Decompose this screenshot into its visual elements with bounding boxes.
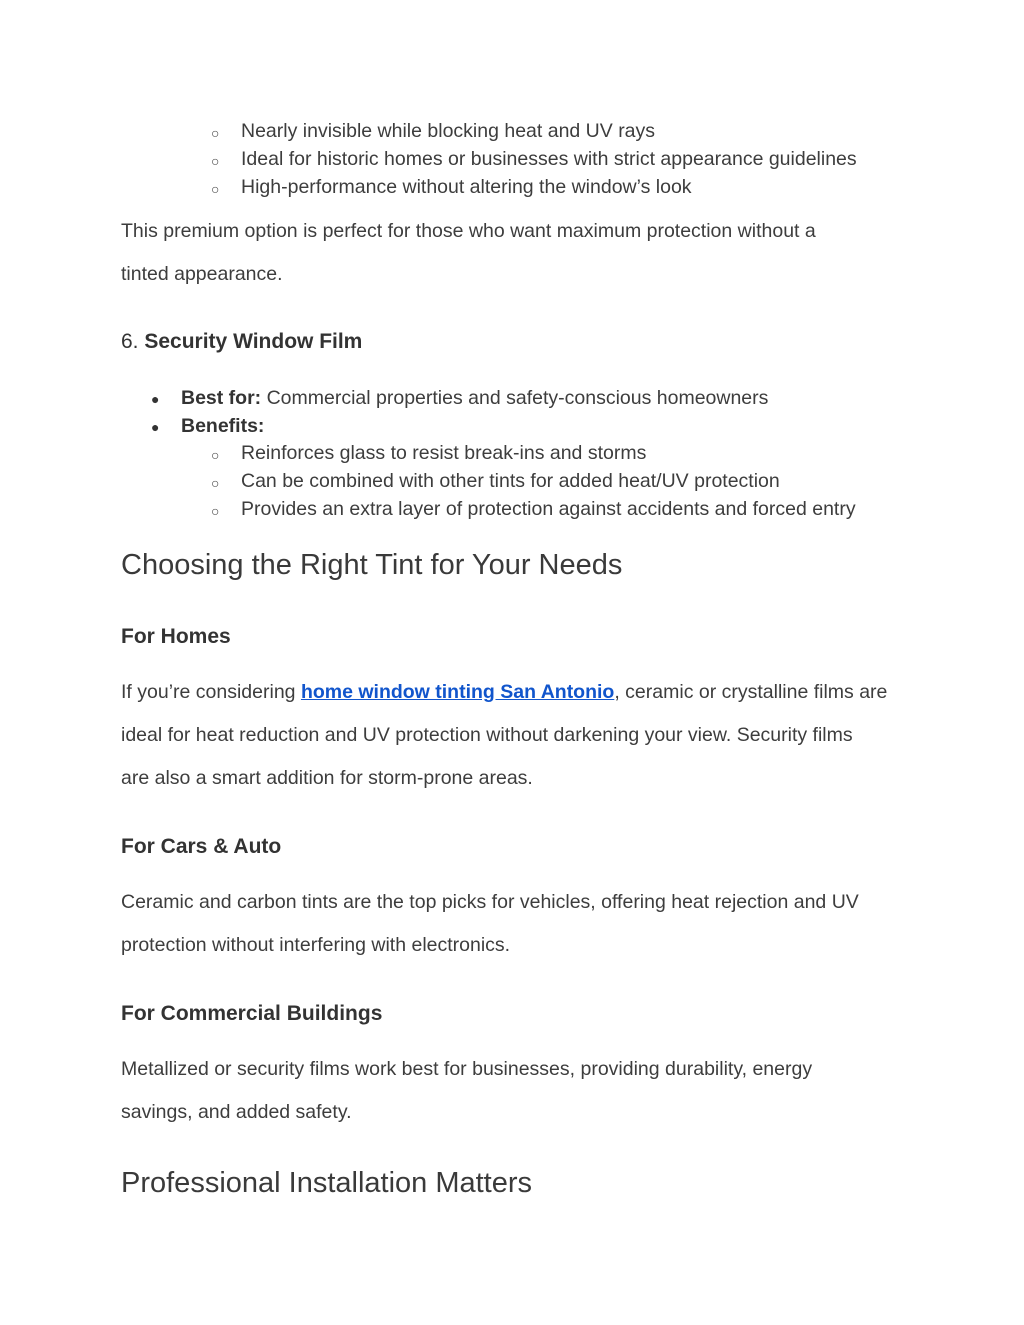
hollow-bullet-marker: ○ — [211, 181, 220, 197]
section-heading — [121, 330, 362, 354]
paragraph-line: This premium option is perfect for those who want maximum protection without a — [121, 220, 816, 242]
paragraph-line: Metallized or security films work best for businesses, providing durability, energy — [121, 1058, 813, 1080]
benefits-label: Benefits: — [181, 415, 265, 437]
list-item: Reinforces glass to resist break-ins and storms — [241, 442, 647, 464]
best-for-text: Commercial properties and safety-conscious homeowners — [266, 387, 769, 409]
paragraph-line: protection without interfering with electronics. — [121, 934, 511, 956]
list-item: Ideal for historic homes or businesses with strict appearance guidelines — [241, 148, 857, 170]
subsection-heading: For Cars & Auto — [121, 835, 282, 858]
paragraph-line: savings, and added safety. — [121, 1101, 352, 1123]
paragraph-line: ideal for heat reduction and UV protection without darkening your view. Security films — [121, 724, 853, 746]
hollow-bullet-marker: ○ — [211, 503, 220, 519]
filled-bullet-marker: ● — [151, 391, 160, 407]
paragraph-line: tinted appearance. — [121, 263, 283, 285]
filled-bullet-marker: ● — [151, 419, 160, 435]
subsection-heading: For Commercial Buildings — [121, 1002, 383, 1025]
homes-suffix: , ceramic or crystalline films are — [614, 681, 888, 703]
list-item: Nearly invisible while blocking heat and UV rays — [241, 120, 656, 142]
section-heading: Choosing the Right Tint for Your Needs — [121, 549, 623, 581]
list-item: Can be combined with other tints for added heat/UV protection — [241, 470, 780, 492]
paragraph-line — [121, 681, 887, 704]
hollow-bullet-marker: ○ — [211, 153, 220, 169]
list-item: Provides an extra layer of protection against accidents and forced entry — [241, 498, 856, 520]
best-for-label: Best for: — [181, 387, 262, 409]
list-item — [181, 415, 264, 438]
hollow-bullet-marker: ○ — [211, 447, 220, 463]
paragraph-line: Ceramic and carbon tints are the top picks for vehicles, offering heat rejection and UV — [121, 891, 859, 913]
section-title: Security Window Film — [144, 330, 363, 353]
homes-prefix: If you’re considering — [121, 681, 301, 703]
hollow-bullet-marker: ○ — [211, 475, 220, 491]
list-item: High-performance without altering the window’s look — [241, 176, 692, 198]
subsection-heading: For Homes — [121, 625, 231, 648]
section-heading: Professional Installation Matters — [121, 1167, 533, 1199]
list-item — [181, 387, 768, 410]
hollow-bullet-marker: ○ — [211, 125, 220, 141]
paragraph-line: are also a smart addition for storm-prone areas. — [121, 767, 533, 789]
home-window-tinting-link[interactable]: home window tinting San Antonio — [300, 681, 615, 703]
section-number: 6. — [121, 330, 139, 353]
